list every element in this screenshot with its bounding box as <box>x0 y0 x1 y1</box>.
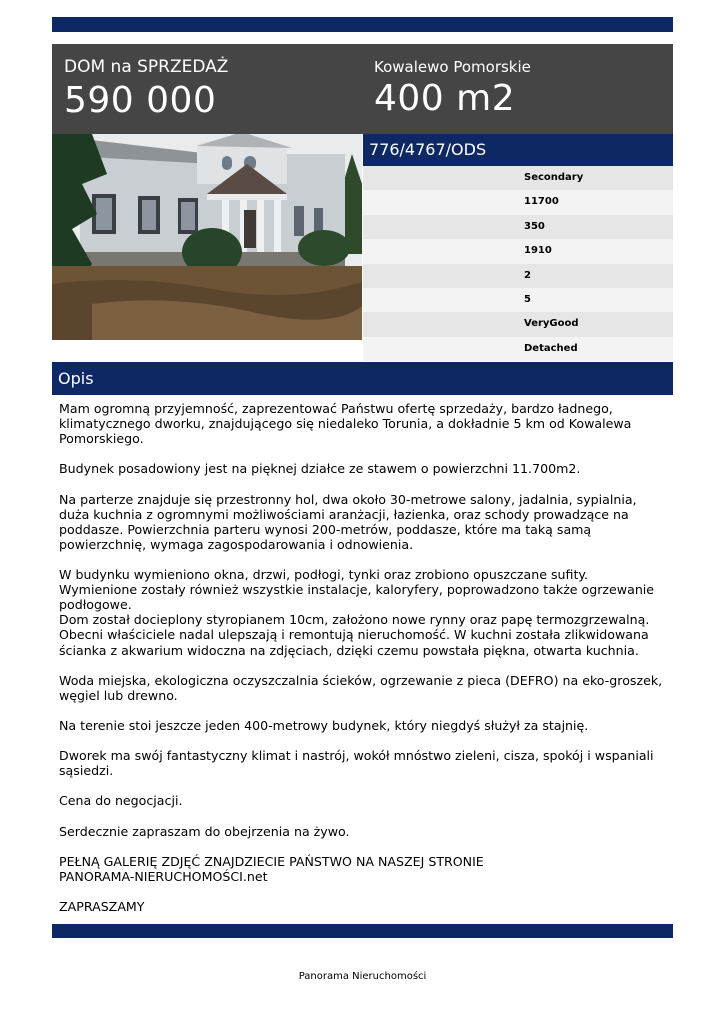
description-body <box>59 401 667 914</box>
description-paragraph: Na parterze znajduje się przestronny hol, dwa około 30-metrowe salony, jadalnia, sypialnia, duża kuchnia z ogromnymi możliwościami aranżacji, łazienka, oraz schody prowadzące na poddasze. Powierzchnia parteru wynosi 200-metrów, poddasze, które ma taką samą powierzchnię, wymaga zagospodarowania i odnowienia. <box>59 491 637 552</box>
description-paragraph: Cena do negocjacji. <box>59 793 183 809</box>
property-building-type: Detached <box>363 337 673 361</box>
description-paragraph: Mam ogromną przyjemność, zaprezentować Państwu ofertę sprzedaży, bardzo ładnego, klimatycznego dworku, znajdującego się niedaleko Torunia, a dokładnie 5 km od Kowalewa Pomorskiego. <box>59 401 632 447</box>
property-year-built: 1910 <box>363 239 673 263</box>
property-floors: 2 <box>363 264 673 288</box>
listing-type-label: DOM na SPRZEDAŻ <box>64 57 229 77</box>
property-photo <box>52 134 362 340</box>
listing-price: 590 000 <box>64 80 217 121</box>
listing-header <box>52 44 673 134</box>
bottom-decorative-bar <box>52 924 673 938</box>
description-paragraph: W budynku wymieniono okna, drzwi, podłogi, tynki oraz zrobiono opuszczane sufity. Wymienione zostały również wszystkie instalacje, kaloryfery, poprowadzono także ogrzewanie podłogowe. Dom został docieplony styropianem 10cm, założono nowe rynny oraz papę termozgrzewalną. Obecni właściciele nadal ulepszają i remontują nieruchomość. W kuchni została zlikwidowana ścianka z akwarium widoczna na zdjęciach, dzięki czemu powstała piękna, otwarta kuchnia. <box>59 567 655 658</box>
description-paragraph: Woda miejska, ekologiczna oczyszczalnia ścieków, ogrzewanie z pieca (DEFRO) na eko-groszek, węgiel lub drewno. <box>59 672 663 703</box>
property-condition: VeryGood <box>363 312 673 336</box>
property-plot-area: 11700 <box>363 190 673 214</box>
property-value-3: 350 <box>363 215 673 239</box>
description-paragraph: ZAPRASZAMY <box>59 899 145 915</box>
description-paragraph: Dworek ma swój fantastyczny klimat i nastrój, wokół mnóstwo zieleni, cisza, spokój i wspaniali sąsiedzi. <box>59 748 654 779</box>
property-details-list <box>363 166 673 361</box>
listing-location: Kowalewo Pomorskie <box>374 58 531 76</box>
description-paragraph: Budynek posadowiony jest na pięknej działce ze stawem o powierzchni 11.700m2. <box>59 461 581 477</box>
header-right <box>374 56 531 120</box>
listing-area: 400 m2 <box>374 78 516 119</box>
description-paragraph: Na terenie stoi jeszcze jeden 400-metrowy budynek, który niegdyś służył za stajnię. <box>59 717 589 733</box>
description-paragraph: PEŁNĄ GALERIĘ ZDJĘĆ ZNAJDZIECIE PAŃSTWO NA NASZEJ STRONIE PANORAMA-NIERUCHOMOŚCI.net <box>59 853 484 884</box>
footer-agency-name: Panorama Nieruchomości <box>298 971 427 982</box>
top-decorative-bar <box>52 17 673 32</box>
description-paragraph: Serdecznie zapraszam do obejrzenia na żywo. <box>59 823 350 839</box>
header-left <box>64 56 228 122</box>
property-market: Secondary <box>363 166 673 190</box>
reference-number: 776/4767/ODS <box>363 134 673 166</box>
property-rooms: 5 <box>363 288 673 312</box>
description-heading: Opis <box>52 362 673 395</box>
